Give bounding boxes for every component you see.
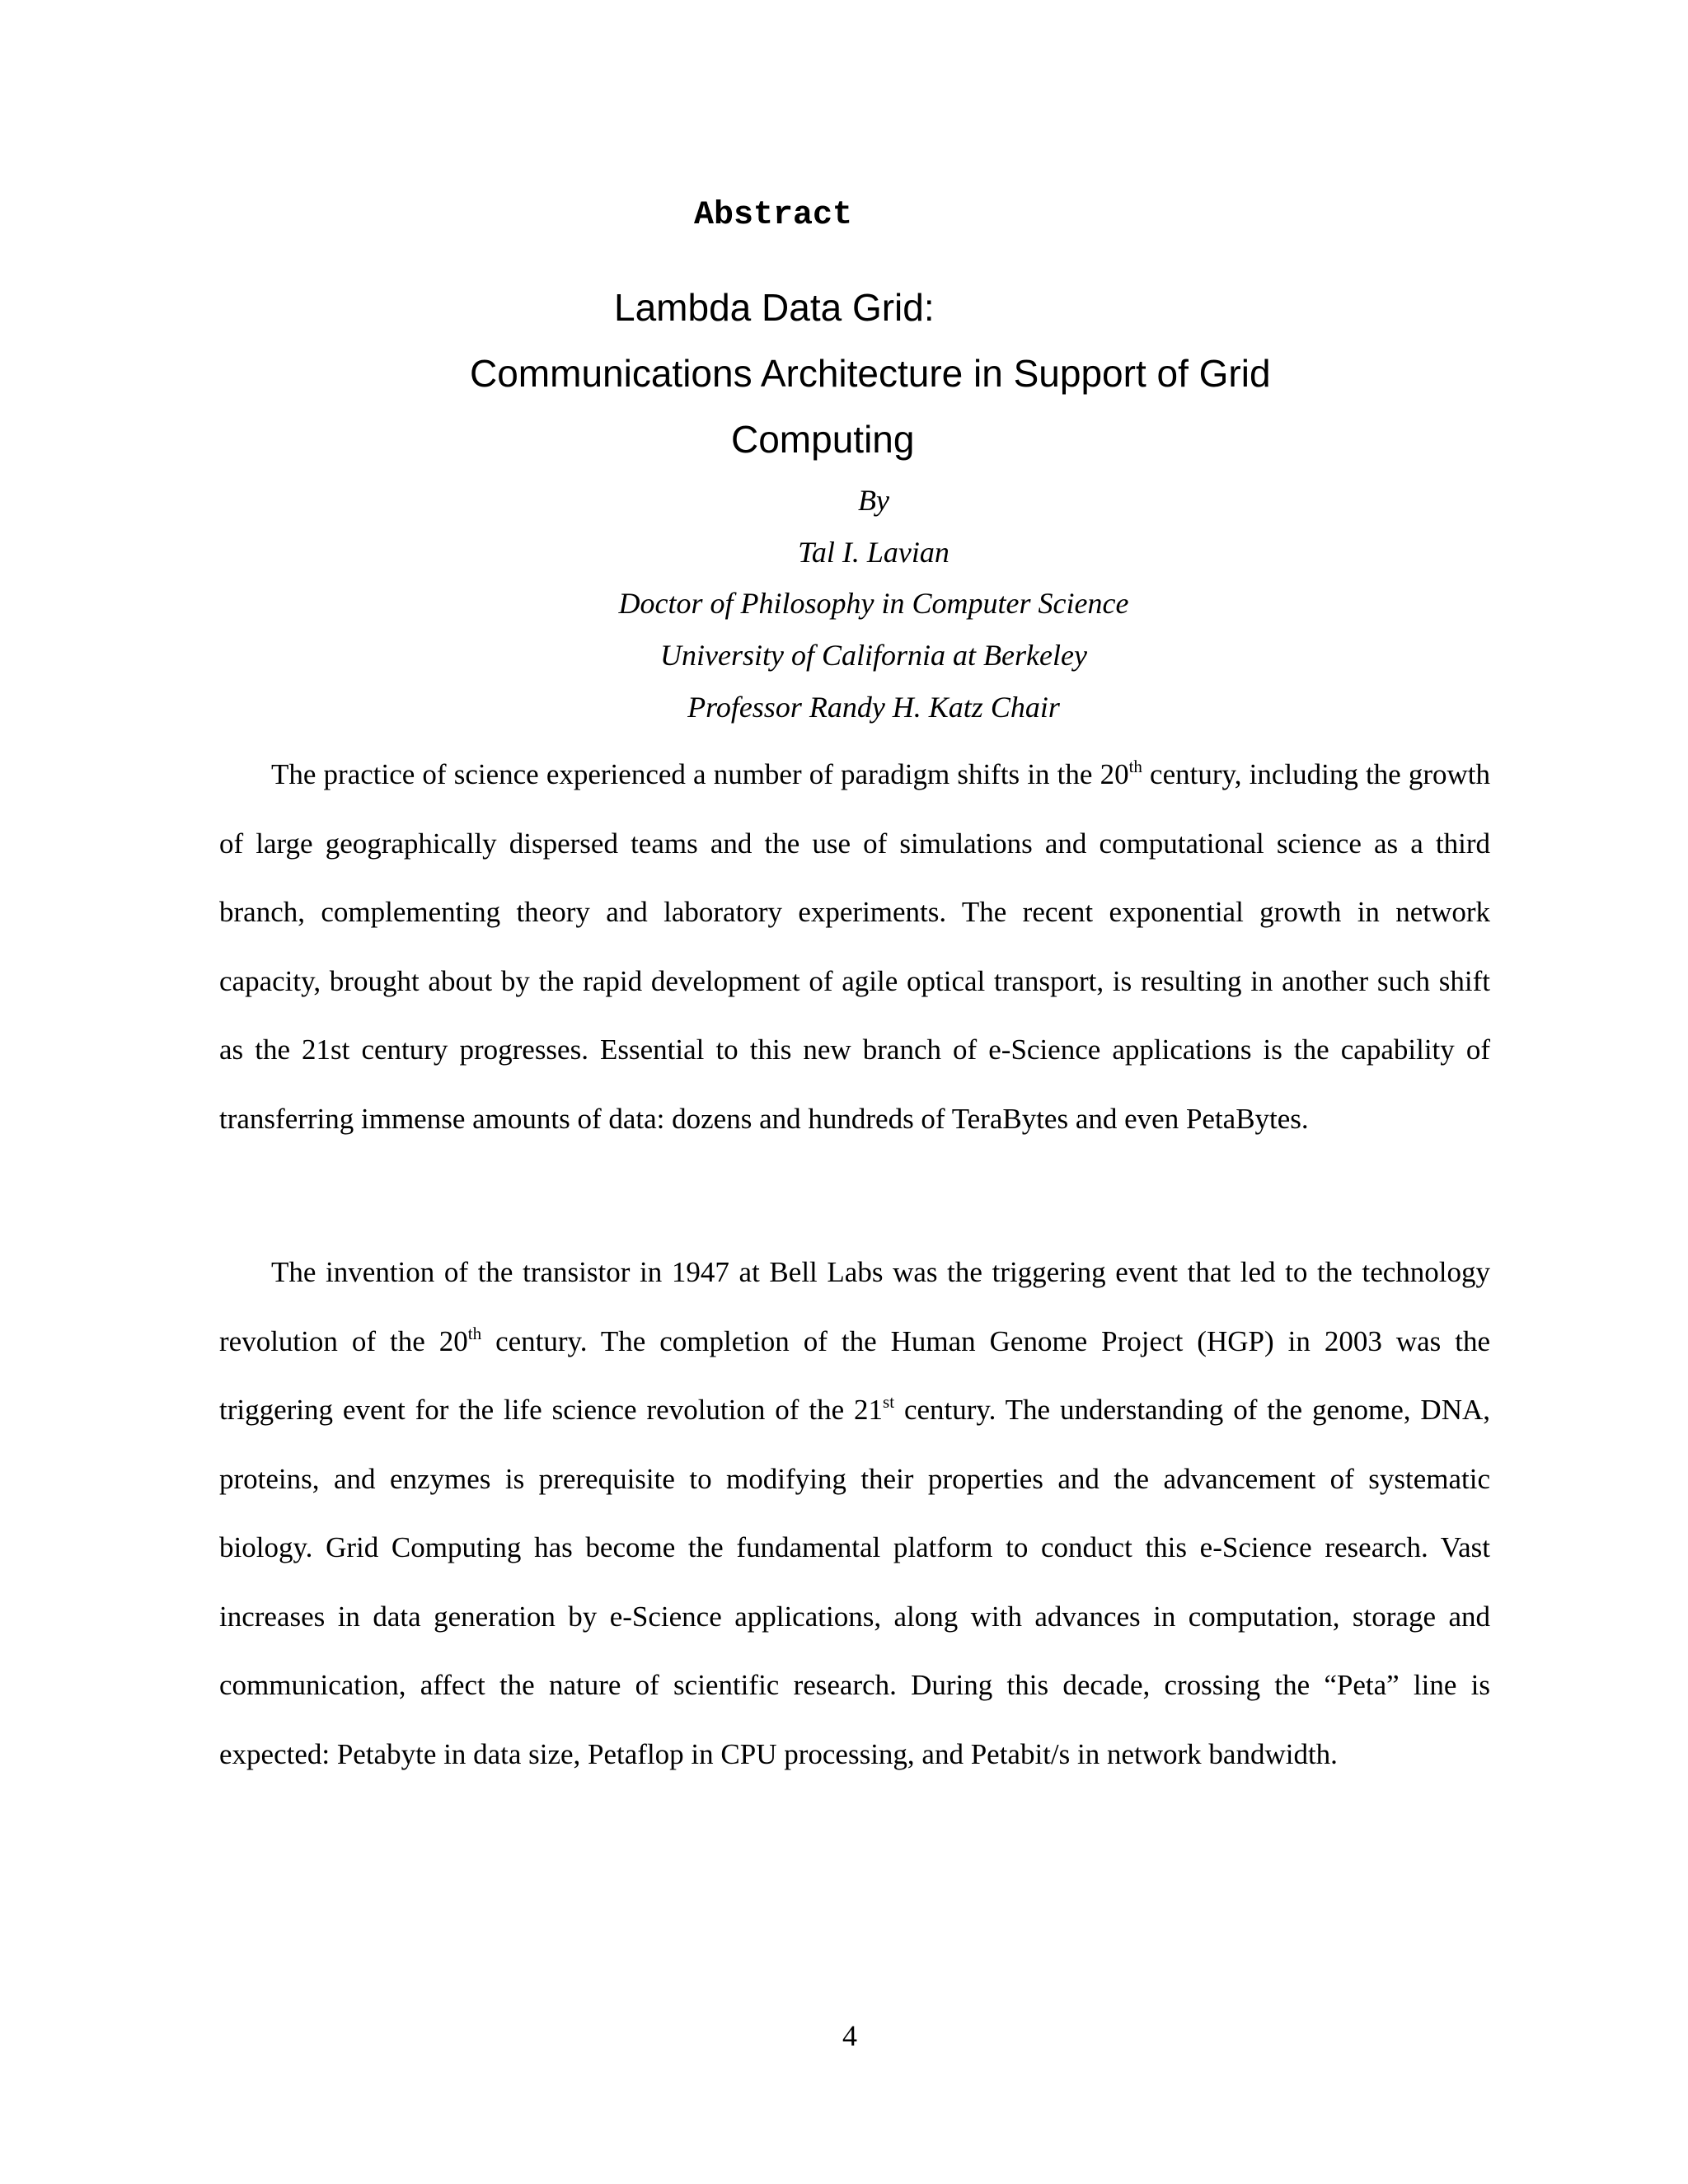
ordinal-superscript: st (883, 1392, 895, 1412)
university-line: University of California at Berkeley (660, 639, 1087, 672)
chair-line: Professor Randy H. Katz Chair (687, 691, 1060, 724)
paragraph-text: century. The completion of the Human Genome Project (HGP) in 2003 was the triggering event for the life science revolution of the 21 (219, 1324, 1490, 1426)
page-number: 4 (842, 2019, 857, 2052)
title-line-3: Computing (731, 418, 915, 461)
title-line-1: Lambda Data Grid: (614, 286, 935, 329)
ordinal-superscript: th (1128, 757, 1142, 776)
paragraph-text: The invention of the transistor in 1947 at Bell Labs was the triggering event that led to the technology revolution of the 20 (219, 1256, 1490, 1357)
paragraph-text: The practice of science experienced a number of paradigm shifts in the 20 (271, 758, 1129, 790)
paragraph-text: century, including the growth of large geographically dispersed teams and the use of simulations and computational science as a third branch, complementing theory and laboratory experiments. The recent exponential growth in network capacity, brought about by the rapid development of agile optical transport, is resulting in another such shift as the 21st century progresses. Essential to this new branch of e-Science applications is the capability of transferring immense amounts of data: dozens and hundreds of TeraBytes and even PetaBytes. (219, 758, 1491, 1135)
author-name: Tal I. Lavian (798, 536, 950, 569)
abstract-paragraph-1 (219, 740, 1490, 1153)
abstract-paragraph-2 (219, 1238, 1490, 1788)
ordinal-superscript: th (467, 1323, 482, 1343)
title-line-2: Communications Architecture in Support of Grid (470, 352, 1271, 395)
degree-line: Doctor of Philosophy in Computer Science (618, 587, 1129, 620)
byline-by: By (858, 484, 889, 517)
paragraph-text: century. The understanding of the genome, DNA, proteins, and enzymes is prerequisite to modifying their properties and the advancement of systematic biology. Grid Computing has become the fundamental platform to conduct this e-Science research. Vast increases in data generation by e-Science applications, along with advances in computation, storage and communication, affect the nature of scientific research. During this decade, crossing the “Peta” line is expected: Petabyte in data size, Petaflop in CPU processing, and Petabit/s in network bandwidth. (219, 1394, 1490, 1770)
abstract-heading: Abstract (694, 197, 853, 234)
